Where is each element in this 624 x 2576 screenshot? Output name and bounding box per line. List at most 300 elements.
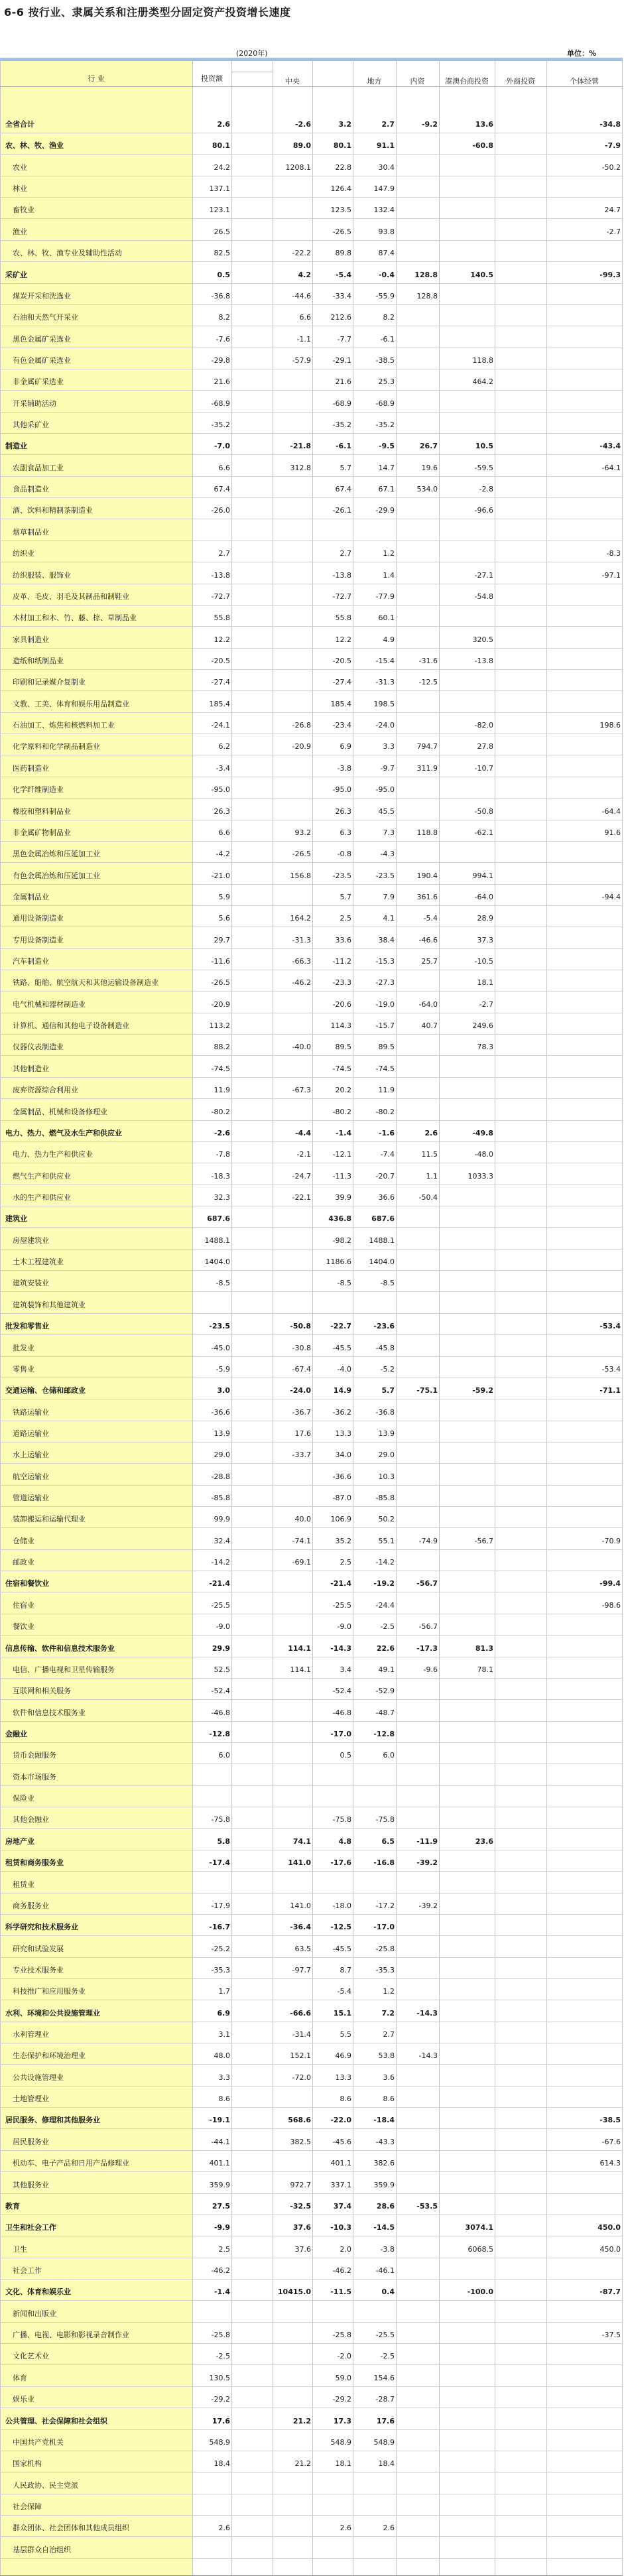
cell-individual — [574, 1211, 621, 1227]
cell-domestic: 132.4 — [373, 206, 395, 214]
cell-foreign — [447, 2091, 493, 2107]
cell-total: -18.3 — [211, 1172, 230, 1181]
row-industry-label: 开采辅助活动 — [13, 399, 56, 408]
cell-total: -9.9 — [214, 2223, 230, 2232]
cell-individual — [574, 396, 621, 412]
cell-hmt: 534.0 — [416, 485, 438, 493]
row-industry-label: 烟草制品业 — [13, 528, 49, 537]
row-industry-label: 公共设施管理业 — [13, 2073, 64, 2082]
table-row — [0, 718, 623, 734]
row-separator — [0, 2343, 623, 2344]
row-separator — [0, 2300, 623, 2301]
row-industry-label: 管道运输业 — [13, 1494, 49, 1502]
row-industry-label: 黑色金属冶炼和压延加工业 — [13, 850, 100, 858]
cell-central: -2.6 — [294, 120, 311, 129]
cell-local: -2.0 — [337, 2352, 351, 2360]
row-separator — [0, 1270, 623, 1271]
cell-total: -72.7 — [211, 592, 230, 601]
table-row — [0, 739, 623, 755]
row-industry-label: 社会工作 — [13, 2266, 42, 2275]
cell-hmt — [391, 1340, 438, 1356]
cell-local: 2.5 — [340, 914, 351, 923]
cell-foreign: 3074.1 — [465, 2223, 493, 2232]
cell-domestic: -28.7 — [375, 2395, 395, 2404]
table-row — [0, 804, 623, 820]
cell-central: 21.2 — [294, 2459, 311, 2468]
cell-hmt — [391, 353, 438, 369]
cell-total: -26.5 — [211, 978, 230, 987]
cell-domestic: -38.5 — [375, 356, 395, 365]
table-row — [0, 933, 623, 948]
cell-individual: -99.3 — [599, 271, 621, 279]
cell-total: 26.3 — [214, 807, 230, 816]
cell-foreign — [447, 2327, 493, 2343]
cell-individual — [574, 1426, 621, 1442]
cell-central — [265, 1211, 311, 1227]
cell-total: -11.6 — [211, 957, 230, 966]
cell-central: -57.9 — [292, 356, 311, 365]
cell-central: -50.8 — [290, 1322, 311, 1330]
cell-domestic: 198.5 — [373, 700, 395, 708]
cell-local: 5.7 — [340, 464, 351, 472]
cell-domestic: 49.1 — [378, 1665, 395, 1674]
row-separator — [0, 454, 623, 455]
cell-total: -52.4 — [211, 1687, 230, 1695]
cell-total: 29.0 — [214, 1450, 230, 1459]
cell-total: 185.4 — [209, 700, 230, 708]
header-foreign: 外商投资 — [506, 77, 535, 86]
cell-total: 113.2 — [209, 1021, 230, 1030]
cell-domestic: 147.9 — [373, 184, 395, 193]
cell-hmt: -56.7 — [418, 1622, 438, 1631]
cell-central — [265, 482, 311, 497]
cell-central: 10415.0 — [277, 2287, 311, 2296]
row-separator — [0, 712, 623, 713]
cell-local: 548.9 — [330, 2438, 351, 2447]
cell-central: 972.7 — [290, 2181, 311, 2189]
cell-total: -29.8 — [211, 356, 230, 365]
cell-hmt — [391, 2327, 438, 2343]
cell-foreign — [447, 1576, 493, 1592]
cell-central — [265, 2263, 311, 2279]
row-separator — [0, 304, 623, 305]
cell-central: 312.8 — [290, 464, 311, 472]
table-row — [0, 2306, 623, 2322]
cell-total: -3.4 — [216, 764, 230, 773]
table-row — [0, 374, 623, 390]
row-industry-label: 新闻和出版业 — [13, 2309, 56, 2318]
cell-total: 67.4 — [214, 485, 230, 493]
cell-total: 27.5 — [212, 2202, 230, 2211]
cell-hmt — [391, 1919, 438, 1935]
cell-individual — [574, 1275, 621, 1291]
cell-domestic: 2.7 — [381, 120, 395, 129]
table-row — [0, 868, 623, 884]
row-industry-label: 房地产业 — [5, 1837, 34, 1846]
cell-foreign: 140.5 — [470, 271, 493, 279]
cell-local: -5.4 — [335, 271, 351, 279]
cell-local: 114.3 — [330, 1021, 351, 1030]
cell-total: -68.9 — [211, 399, 230, 408]
cell-domestic: 25.3 — [378, 377, 395, 386]
cell-total: 17.6 — [212, 2417, 230, 2425]
cell-foreign: 994.1 — [472, 871, 493, 880]
table-row — [0, 889, 623, 905]
cell-total: -95.0 — [211, 785, 230, 794]
table-row — [0, 2027, 623, 2043]
cell-domestic: 3.3 — [383, 742, 395, 751]
row-industry-label: 零售业 — [13, 1365, 34, 1374]
cell-foreign — [447, 224, 493, 240]
cell-local: 0.5 — [340, 1751, 351, 1760]
row-industry-label: 文化、体育和娱乐业 — [5, 2287, 71, 2296]
cell-hmt — [391, 2414, 438, 2429]
row-separator — [0, 905, 623, 906]
table-row — [0, 1877, 623, 1893]
cell-individual — [574, 181, 621, 197]
cell-domestic: 38.4 — [378, 936, 395, 944]
cell-total: -23.5 — [209, 1322, 230, 1330]
cell-domestic: -15.7 — [375, 1021, 395, 1030]
cell-local: 67.4 — [335, 485, 351, 493]
cell-domestic: 22.6 — [376, 1644, 395, 1653]
row-industry-label: 商务服务业 — [13, 1901, 49, 1910]
cell-local: -20.5 — [332, 657, 351, 665]
cell-foreign — [447, 2048, 493, 2064]
cell-hmt — [391, 1319, 438, 1334]
row-industry-label: 专业技术服务业 — [13, 1966, 64, 1974]
table-row — [0, 460, 623, 476]
row-separator — [0, 1334, 623, 1335]
row-industry-label: 有色金属矿采选业 — [13, 356, 71, 365]
cell-domestic: -27.3 — [375, 978, 395, 987]
cell-foreign — [447, 2006, 493, 2022]
cell-hmt — [391, 2370, 438, 2386]
cell-central — [265, 374, 311, 390]
cell-foreign — [447, 2156, 493, 2171]
cell-hmt — [391, 589, 438, 605]
row-separator — [0, 1935, 623, 1936]
row-industry-label: 广播、电视、电影和影视录音制作业 — [13, 2331, 129, 2339]
cell-individual — [574, 2070, 621, 2086]
row-separator — [0, 2472, 623, 2473]
cell-local: -22.7 — [330, 1322, 351, 1330]
year-note: (2020年) — [236, 49, 268, 58]
cell-foreign — [447, 1104, 493, 1120]
cell-foreign: 320.5 — [472, 635, 493, 644]
cell-individual — [574, 696, 621, 712]
cell-individual — [574, 1963, 621, 1978]
cell-local: -29.1 — [332, 356, 351, 365]
cell-foreign — [447, 310, 493, 326]
cell-central: 21.2 — [292, 2417, 311, 2425]
cell-individual: -7.9 — [604, 141, 621, 150]
table-row — [0, 1254, 623, 1270]
cell-central: -22.1 — [292, 1193, 311, 1202]
table-row — [0, 181, 623, 197]
cell-foreign — [447, 1812, 493, 1828]
cell-total: 2.5 — [218, 2245, 230, 2254]
cell-individual — [574, 1641, 621, 1657]
row-separator — [0, 433, 623, 434]
cell-hmt — [391, 1297, 438, 1313]
table-row — [0, 117, 623, 133]
table-row — [0, 2006, 623, 2022]
table-row — [0, 2435, 623, 2451]
cell-total: 2.6 — [218, 2524, 230, 2532]
cell-central: -4.4 — [294, 1129, 311, 1137]
table-row — [0, 2134, 623, 2150]
row-separator — [0, 1227, 623, 1228]
row-industry-label: 其他采矿业 — [13, 420, 49, 429]
cell-foreign: -10.7 — [474, 764, 493, 773]
table-row — [0, 1919, 623, 1935]
table-row — [0, 289, 623, 304]
table-row — [0, 954, 623, 970]
cell-central — [265, 997, 311, 1013]
row-industry-label: 非金属矿物制品业 — [13, 828, 71, 837]
row-separator — [0, 1699, 623, 1700]
cell-foreign — [447, 1297, 493, 1313]
cell-foreign — [447, 1748, 493, 1764]
cell-hmt — [391, 1104, 438, 1120]
table-row — [0, 1512, 623, 1527]
cell-individual: 198.6 — [599, 721, 621, 730]
cell-central: -33.7 — [292, 1450, 311, 1459]
cell-foreign: -54.8 — [474, 592, 493, 601]
cell-local: 26.3 — [335, 807, 351, 816]
cell-central — [265, 1469, 311, 1485]
cell-individual — [574, 997, 621, 1013]
cell-hmt: 311.9 — [416, 764, 438, 773]
table-row — [0, 2478, 623, 2494]
cell-local: 5.7 — [340, 893, 351, 901]
cell-central — [265, 1233, 311, 1249]
cell-foreign — [447, 546, 493, 562]
cell-central: 141.0 — [290, 1901, 311, 1910]
cell-local: -1.4 — [335, 1129, 351, 1137]
table-row — [0, 396, 623, 412]
cell-local: 401.1 — [330, 2159, 351, 2167]
cell-individual: 91.6 — [604, 828, 621, 837]
cell-foreign: -50.8 — [474, 807, 493, 816]
row-separator — [0, 1742, 623, 1743]
table-row — [0, 138, 623, 154]
cell-local: -8.5 — [337, 1279, 351, 1287]
cell-individual — [574, 2414, 621, 2429]
cell-foreign: 10.5 — [475, 442, 493, 450]
row-separator — [0, 240, 623, 241]
cell-hmt — [391, 503, 438, 519]
cell-foreign — [447, 1791, 493, 1807]
cell-central — [265, 696, 311, 712]
cell-total: -46.2 — [211, 2266, 230, 2275]
cell-foreign — [447, 1598, 493, 1614]
table-row — [0, 761, 623, 777]
table-row — [0, 1340, 623, 1356]
cell-central: -26.5 — [292, 850, 311, 858]
cell-domestic: 8.6 — [383, 2094, 395, 2103]
row-industry-label: 批发和零售业 — [5, 1322, 49, 1330]
row-industry-label: 信息传输、软件和信息技术服务业 — [5, 1644, 115, 1653]
cell-hmt — [391, 374, 438, 390]
cell-central: -97.7 — [292, 1966, 311, 1974]
cell-domestic: -55.9 — [375, 292, 395, 300]
header-individual: 个体经营 — [570, 77, 599, 86]
cell-domestic: -24.4 — [375, 1601, 395, 1610]
table-row — [0, 1126, 623, 1141]
cell-individual — [574, 2435, 621, 2451]
cell-local: 39.9 — [335, 1193, 351, 1202]
table-row — [0, 825, 623, 841]
cell-local: 59.0 — [335, 2374, 351, 2382]
cell-foreign — [447, 610, 493, 626]
cell-hmt: -39.2 — [416, 1858, 438, 1867]
table-row — [0, 2156, 623, 2171]
cell-foreign — [447, 2520, 493, 2536]
cell-central — [265, 525, 311, 541]
cell-central — [265, 181, 311, 197]
table-row — [0, 2499, 623, 2515]
table-row — [0, 353, 623, 369]
cell-total: 6.2 — [218, 742, 230, 751]
row-separator — [0, 1721, 623, 1722]
cell-local — [305, 2478, 351, 2494]
header-industry: 行 业 — [88, 74, 105, 83]
cell-total: 5.8 — [217, 1837, 230, 1846]
cell-individual — [574, 653, 621, 669]
cell-domestic: -23.6 — [373, 1322, 395, 1330]
cell-total: 8.6 — [218, 2094, 230, 2103]
cell-hmt — [391, 1426, 438, 1442]
cell-individual — [574, 2392, 621, 2408]
cell-total — [184, 2542, 230, 2558]
cell-central — [265, 1018, 311, 1034]
table-row — [0, 1598, 623, 1614]
cell-central — [265, 632, 311, 648]
cell-domestic: -19.0 — [375, 1000, 395, 1009]
cell-hmt: -9.6 — [423, 1665, 438, 1674]
cell-total: -36.8 — [211, 292, 230, 300]
cell-hmt — [391, 202, 438, 218]
cell-hmt: -14.3 — [418, 2051, 438, 2060]
unit-label: 单位：% — [567, 49, 597, 58]
cell-individual — [574, 1941, 621, 1957]
cell-domestic: -43.3 — [375, 2138, 395, 2146]
cell-domestic: 30.4 — [378, 163, 395, 172]
header-divider — [0, 86, 623, 87]
cell-central — [265, 2091, 311, 2107]
cell-local: 2.7 — [340, 549, 351, 558]
table-row — [0, 1619, 623, 1635]
cell-individual — [574, 1898, 621, 1914]
row-separator — [0, 2322, 623, 2323]
row-separator — [0, 1463, 623, 1464]
cell-local: -46.8 — [332, 1708, 351, 1717]
cell-hmt — [391, 1984, 438, 2000]
cell-foreign — [447, 1405, 493, 1421]
table-row — [0, 1855, 623, 1871]
cell-hmt: 11.5 — [421, 1150, 438, 1159]
cell-local: 18.1 — [335, 2459, 351, 2468]
table-row — [0, 1705, 623, 1721]
table-row — [0, 589, 623, 605]
cell-central: 141.0 — [288, 1858, 311, 1867]
header-central: 中央 — [285, 77, 300, 86]
row-industry-label: 金属制品业 — [13, 893, 49, 901]
cell-hmt — [391, 1598, 438, 1614]
table-row — [0, 1555, 623, 1571]
cell-individual — [574, 610, 621, 626]
cell-domestic: -14.2 — [375, 1558, 395, 1567]
cell-foreign: -64.0 — [474, 893, 493, 901]
cell-central: -72.0 — [292, 2073, 311, 2082]
cell-total: 21.6 — [214, 377, 230, 386]
cell-central: -40.0 — [292, 1043, 311, 1051]
row-industry-label: 纺织业 — [13, 549, 34, 558]
cell-local: 8.6 — [340, 2094, 351, 2103]
cell-foreign — [447, 1233, 493, 1249]
cell-individual — [574, 482, 621, 497]
cell-domestic: -20.7 — [375, 1172, 395, 1181]
cell-local — [305, 1297, 351, 1313]
cell-foreign — [447, 2349, 493, 2364]
row-industry-label: 建筑业 — [5, 1214, 27, 1223]
cell-foreign: 13.6 — [475, 120, 493, 129]
cell-hmt — [391, 2070, 438, 2086]
cell-domestic: 1.2 — [383, 549, 395, 558]
row-industry-label: 渔业 — [13, 227, 27, 236]
cell-individual — [574, 1104, 621, 1120]
table-row — [0, 1383, 623, 1399]
table-row — [0, 1533, 623, 1549]
cell-central: 74.1 — [292, 1837, 311, 1846]
cell-local: 436.8 — [328, 1214, 351, 1223]
cell-central: -32.5 — [290, 2202, 311, 2211]
row-separator — [0, 884, 623, 885]
cell-individual — [574, 1490, 621, 1506]
row-industry-label: 土地管理业 — [13, 2094, 49, 2103]
cell-total: -35.3 — [211, 1966, 230, 1974]
cell-hmt: -14.3 — [416, 2009, 438, 2018]
cell-local: -22.0 — [330, 2116, 351, 2124]
row-separator — [0, 1635, 623, 1636]
cell-individual — [574, 1555, 621, 1571]
table-row — [0, 438, 623, 454]
row-industry-label: 基层群众自治组织 — [13, 2545, 71, 2554]
cell-domestic: -46.1 — [375, 2266, 395, 2275]
cell-domestic: 2.7 — [383, 2030, 395, 2039]
row-separator — [0, 2536, 623, 2537]
cell-total: 32.4 — [214, 1537, 230, 1545]
cell-total: 11.9 — [214, 1086, 230, 1094]
cell-domestic: 14.7 — [378, 464, 395, 472]
table-row — [0, 1812, 623, 1828]
row-industry-label: 农业 — [13, 163, 27, 172]
cell-hmt — [391, 417, 438, 433]
row-industry-label: 文化艺术业 — [13, 2352, 49, 2360]
cell-total: 6.6 — [218, 464, 230, 472]
row-industry-label: 家具制造业 — [13, 635, 49, 644]
row-separator — [0, 1828, 623, 1829]
cell-foreign — [447, 1941, 493, 1957]
cell-local: -26.1 — [332, 506, 351, 515]
cell-total: 48.0 — [214, 2051, 230, 2060]
cell-hmt: -75.1 — [416, 1386, 438, 1395]
cell-foreign — [447, 1211, 493, 1227]
cell-total: -74.5 — [211, 1064, 230, 1073]
cell-hmt — [391, 2435, 438, 2451]
